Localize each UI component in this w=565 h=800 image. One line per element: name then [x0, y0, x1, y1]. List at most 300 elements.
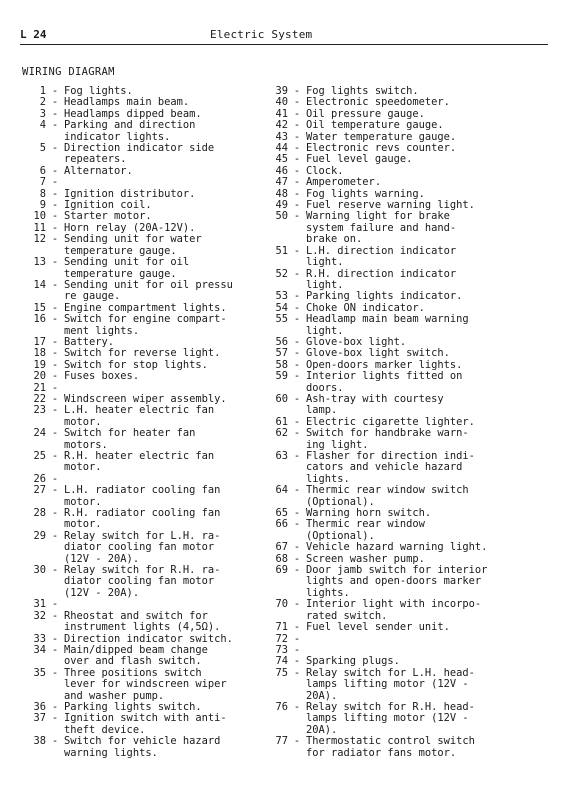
- legend-description-line: warning lights.: [64, 746, 158, 759]
- legend-dash: -: [293, 301, 301, 314]
- legend-entry: [262, 702, 554, 736]
- legend-description-line: Switch for vehicle hazard: [64, 735, 221, 748]
- legend-number: 64: [275, 484, 288, 497]
- legend-description: [64, 405, 260, 428]
- legend-number: 5: [39, 142, 46, 155]
- legend-description-line: Direction indicator side: [64, 142, 215, 155]
- legend-entry: [262, 622, 554, 633]
- legend-number: 66: [275, 518, 288, 531]
- legend-description: [306, 428, 554, 451]
- legend-entry: [262, 656, 554, 667]
- legend-description: [64, 485, 260, 508]
- legend-description-line: Thermic rear window switch: [306, 484, 469, 497]
- legend-description-line: Relay switch for L.H. head-: [306, 666, 475, 679]
- legend-dash: -: [51, 472, 59, 485]
- legend-entry: [20, 611, 260, 634]
- legend-dash: -: [293, 552, 301, 565]
- page-header: [20, 28, 548, 45]
- legend-entry: [262, 485, 554, 508]
- legend-description-line: doors.: [306, 381, 344, 394]
- legend-description-line: motor.: [64, 495, 102, 508]
- legend-number: 9: [39, 199, 46, 212]
- legend-number: 54: [275, 301, 288, 314]
- legend-number: 67: [275, 541, 288, 554]
- legend-description-line: Fuel reserve warning light.: [306, 199, 475, 212]
- legend-number: 68: [275, 552, 288, 565]
- legend-dash: -: [293, 655, 301, 668]
- legend-description-line: Main/dipped beam change: [64, 643, 208, 656]
- legend-description-line: Headlamps main beam.: [64, 96, 190, 109]
- legend-description-line: Screen washer pump.: [306, 552, 425, 565]
- legend-number: 38: [33, 735, 46, 748]
- legend-dash: -: [51, 278, 59, 291]
- legend-description: [64, 508, 260, 531]
- legend-description: [306, 177, 554, 188]
- legend-description-line: lamp.: [306, 404, 338, 417]
- legend-description-line: Electronic speedometer.: [306, 96, 450, 109]
- legend-number: 29: [33, 529, 46, 542]
- legend-number: 63: [275, 450, 288, 462]
- legend-entry: [20, 645, 260, 668]
- legend-dash: -: [51, 370, 59, 383]
- legend-number: 11: [33, 221, 46, 234]
- legend-description-line: Parking and direction: [64, 119, 196, 132]
- legend-number: 30: [33, 564, 46, 577]
- legend-number: 33: [33, 632, 46, 645]
- legend-description-line: motor.: [64, 461, 102, 474]
- legend-entry: [262, 177, 554, 188]
- page-number: L 24: [20, 28, 47, 41]
- legend-description-line: Headlamps dipped beam.: [64, 107, 202, 120]
- legend-description-line: Fog lights switch.: [306, 85, 419, 97]
- legend-number: 47: [275, 176, 288, 189]
- legend-entry: [262, 599, 554, 622]
- legend-entry: [262, 371, 554, 394]
- legend-number: 46: [275, 164, 288, 177]
- legend-dash: -: [293, 130, 301, 143]
- legend-number: 8: [39, 187, 46, 200]
- legend-number: 4: [39, 119, 46, 132]
- legend-description-line: temperature gauge.: [64, 267, 177, 280]
- legend-dash: -: [293, 564, 301, 577]
- legend-entry: [262, 736, 554, 759]
- legend-description-line: lever for windscreen wiper: [64, 678, 227, 691]
- legend-number: 58: [275, 358, 288, 371]
- legend-dash: -: [51, 199, 59, 212]
- legend-description-line: lamps lifting motor (12V -: [306, 678, 469, 691]
- legend-description-line: lamps lifting motor (12V -: [306, 712, 469, 725]
- legend-dash: -: [51, 164, 59, 177]
- legend-dash: -: [51, 735, 59, 748]
- legend-number: 70: [275, 598, 288, 611]
- legend-dash: -: [293, 415, 301, 428]
- legend-dash: -: [293, 518, 301, 531]
- legend-number: 17: [33, 335, 46, 348]
- legend-description-line: lights and open-doors marker: [306, 575, 482, 588]
- legend-entry: [20, 120, 260, 143]
- legend-description-line: re gauge.: [64, 290, 121, 303]
- legend-number: 26: [33, 472, 46, 485]
- legend-number: 27: [33, 484, 46, 497]
- legend-dash: -: [293, 244, 301, 257]
- legend-description-line: Fuses boxes.: [64, 370, 140, 383]
- legend-description: [64, 166, 260, 177]
- legend-description-line: ment lights.: [64, 324, 140, 337]
- legend-description-line: lights.: [306, 586, 350, 599]
- legend-description-line: R.H. direction indicator: [306, 267, 457, 280]
- legend-description: [306, 291, 554, 302]
- legend-number: 3: [39, 107, 46, 120]
- legend-description-line: Oil temperature gauge.: [306, 119, 444, 132]
- legend-description: [64, 645, 260, 668]
- legend-number: 16: [33, 313, 46, 326]
- legend-dash: -: [51, 107, 59, 120]
- legend-dash: -: [51, 142, 59, 155]
- legend-dash: -: [51, 598, 59, 611]
- legend-number: 65: [275, 507, 288, 520]
- legend-number: 56: [275, 335, 288, 348]
- legend-description-line: Windscreen wiper assembly.: [64, 392, 227, 405]
- legend-description-line: Switch for heater fan: [64, 427, 196, 440]
- legend-entry: [262, 314, 554, 337]
- legend-number: 12: [33, 233, 46, 246]
- legend-dash: -: [293, 176, 301, 189]
- legend-dash: -: [293, 484, 301, 497]
- legend-entry: [20, 257, 260, 280]
- legend-number: 61: [275, 415, 288, 428]
- legend-description-line: Three positions switch: [64, 666, 202, 679]
- legend-number: 20: [33, 370, 46, 383]
- legend-entry: [262, 211, 554, 245]
- legend-entry: [20, 234, 260, 257]
- legend-description-line: Clock.: [306, 164, 344, 177]
- legend-number: 49: [275, 199, 288, 212]
- legend-description-line: light.: [306, 324, 344, 337]
- legend-number: 32: [33, 609, 46, 622]
- legend-description-line: motors.: [64, 438, 108, 451]
- legend-description-line: motor.: [64, 415, 102, 428]
- legend-description-line: Headlamp main beam warning: [306, 313, 469, 326]
- legend-dash: -: [51, 119, 59, 132]
- legend-dash: -: [51, 564, 59, 577]
- legend-dash: -: [293, 427, 301, 440]
- legend-dash: -: [51, 529, 59, 542]
- legend-description-line: brake on.: [306, 233, 363, 246]
- legend-dash: -: [293, 153, 301, 166]
- legend-description: [306, 394, 554, 417]
- legend-dash: -: [293, 507, 301, 520]
- legend-description-line: Battery.: [64, 335, 115, 348]
- legend-description: [64, 531, 260, 565]
- legend-number: 42: [275, 119, 288, 132]
- legend-description: [64, 713, 260, 736]
- legend-description-line: Engine compartment lights.: [64, 301, 227, 314]
- legend-dash: -: [293, 107, 301, 120]
- legend-dash: -: [51, 392, 59, 405]
- legend-entry: [20, 280, 260, 303]
- legend-number: 76: [275, 700, 288, 713]
- legend-description-line: rated switch.: [306, 609, 388, 622]
- legend-dash: -: [293, 450, 301, 462]
- legend-dash: -: [51, 256, 59, 269]
- legend-description: [64, 257, 260, 280]
- legend-description: [306, 736, 554, 759]
- legend-dash: -: [293, 164, 301, 177]
- legend-number: 45: [275, 153, 288, 166]
- legend-description-line: Relay switch for L.H. ra-: [64, 529, 221, 542]
- legend-number: 37: [33, 712, 46, 725]
- legend-number: 57: [275, 347, 288, 360]
- legend-dash: -: [51, 187, 59, 200]
- legend-number: 1: [39, 85, 46, 97]
- legend-description-line: Sparking plugs.: [306, 655, 400, 668]
- legend-description: [64, 371, 260, 382]
- legend-number: 43: [275, 130, 288, 143]
- legend-dash: -: [51, 313, 59, 326]
- legend-entry: [20, 668, 260, 702]
- legend-entry: [20, 451, 260, 474]
- legend-number: 24: [33, 427, 46, 440]
- legend-dash: -: [51, 221, 59, 234]
- legend-dash: -: [293, 199, 301, 212]
- legend-entry: [262, 565, 554, 599]
- legend-description: [306, 542, 554, 553]
- legend-entry: [20, 371, 260, 382]
- legend-dash: -: [51, 712, 59, 725]
- legend-description-line: cators and vehicle hazard: [306, 461, 463, 474]
- legend-number: 31: [33, 598, 46, 611]
- legend-description-line: ing light.: [306, 438, 369, 451]
- legend-description: [306, 485, 554, 508]
- legend-dash: -: [51, 233, 59, 246]
- legend-number: 60: [275, 392, 288, 405]
- legend-dash: -: [51, 210, 59, 223]
- legend-dash: -: [51, 358, 59, 371]
- legend-description-line: Direction indicator switch.: [64, 632, 233, 645]
- legend-description-line: repeaters.: [64, 153, 127, 166]
- legend-description-line: instrument lights (4,5Ω).: [64, 621, 221, 634]
- legend-entry: [262, 428, 554, 451]
- legend-number: 35: [33, 666, 46, 679]
- legend-description-line: 20A).: [306, 723, 338, 736]
- legend-dash: -: [293, 290, 301, 303]
- legend-description-line: (Optional).: [306, 529, 375, 542]
- legend-dash: -: [293, 735, 301, 748]
- legend-dash: -: [51, 176, 59, 189]
- legend-entry: [20, 314, 260, 337]
- legend-number: 34: [33, 643, 46, 656]
- legend-entry: [20, 143, 260, 166]
- legend-description-line: Fuel level sender unit.: [306, 621, 450, 634]
- legend-description: [64, 120, 260, 143]
- legend-entry: [20, 405, 260, 428]
- legend-description-line: Sending unit for water: [64, 233, 202, 246]
- legend-entry: [262, 269, 554, 292]
- legend-dash: -: [51, 632, 59, 645]
- legend-description-line: Fog lights warning.: [306, 187, 425, 200]
- legend-description-line: Fuel level gauge.: [306, 153, 413, 166]
- legend-number: 18: [33, 347, 46, 360]
- legend-description-line: over and flash switch.: [64, 655, 202, 668]
- legend-description: [64, 280, 260, 303]
- legend-description-line: Oil pressure gauge.: [306, 107, 425, 120]
- legend-description-line: and washer pump.: [64, 689, 165, 702]
- legend-description: [64, 451, 260, 474]
- legend-description-line: diator cooling fan motor: [64, 541, 215, 554]
- legend-number: 55: [275, 313, 288, 326]
- legend-dash: -: [293, 347, 301, 360]
- legend-description: [306, 371, 554, 394]
- legend-dash: -: [51, 301, 59, 314]
- legend-dash: -: [293, 187, 301, 200]
- legend-description: [64, 143, 260, 166]
- legend-number: 77: [275, 735, 288, 748]
- legend-description: [306, 622, 554, 633]
- legend-dash: -: [293, 392, 301, 405]
- legend-entry: [262, 394, 554, 417]
- legend-description-line: for radiator fans motor.: [306, 746, 457, 759]
- legend-number: 6: [39, 164, 46, 177]
- legend-description-line: 20A).: [306, 689, 338, 702]
- legend-description-line: Fog lights.: [64, 85, 133, 97]
- legend-description-line: (12V - 20A).: [64, 552, 140, 565]
- legend-description-line: L.H. radiator cooling fan: [64, 484, 221, 497]
- legend-number: 28: [33, 507, 46, 520]
- legend-description-line: Alternator.: [64, 164, 133, 177]
- legend-description: [306, 211, 554, 245]
- legend-description: [306, 519, 554, 542]
- legend-description: [64, 234, 260, 257]
- legend-number: 48: [275, 187, 288, 200]
- legend-description-line: motor.: [64, 518, 102, 531]
- legend-description-line: Sending unit for oil: [64, 256, 190, 269]
- legend-description-line: Ignition distributor.: [64, 187, 196, 200]
- legend-description-line: R.H. heater electric fan: [64, 450, 215, 462]
- legend-number: 71: [275, 621, 288, 634]
- legend-dash: -: [51, 507, 59, 520]
- legend-entry: [20, 508, 260, 531]
- legend-number: 15: [33, 301, 46, 314]
- legend-number: 73: [275, 643, 288, 656]
- legend-description: [306, 668, 554, 702]
- legend-dash: -: [51, 700, 59, 713]
- legend-description-line: Choke ON indicator.: [306, 301, 425, 314]
- legend-description-line: Relay switch for R.H. head-: [306, 700, 475, 713]
- legend-dash: -: [51, 85, 59, 97]
- legend-description-line: Parking lights indicator.: [306, 290, 463, 303]
- legend-number: 10: [33, 210, 46, 223]
- legend-description-line: Interior lights fitted on: [306, 370, 463, 383]
- legend-entry: [20, 599, 260, 610]
- legend-description-line: Switch for reverse light.: [64, 347, 221, 360]
- legend-description-line: Door jamb switch for interior: [306, 564, 488, 577]
- legend-entry: [20, 736, 260, 759]
- legend-number: 62: [275, 427, 288, 440]
- legend-entry: [20, 485, 260, 508]
- legend-description: [64, 611, 260, 634]
- legend-entry: [20, 428, 260, 451]
- legend-number: 50: [275, 210, 288, 223]
- legend-dash: -: [293, 96, 301, 109]
- legend-description-line: (Optional).: [306, 495, 375, 508]
- section-title: WIRING DIAGRAM: [22, 66, 115, 78]
- legend-description-line: R.H. radiator cooling fan: [64, 507, 221, 520]
- legend-description-line: Vehicle hazard warning light.: [306, 541, 488, 554]
- legend-dash: -: [293, 358, 301, 371]
- legend-description-line: Relay switch for R.H. ra-: [64, 564, 221, 577]
- legend-dash: -: [293, 267, 301, 280]
- legend-entry: [262, 246, 554, 269]
- legend-description-line: L.H. heater electric fan: [64, 404, 215, 417]
- legend-number: 7: [39, 176, 46, 189]
- legend-description: [306, 120, 554, 131]
- legend-entry: [262, 542, 554, 553]
- legend-entry: [262, 668, 554, 702]
- legend-number: 19: [33, 358, 46, 371]
- legend-number: 75: [275, 666, 288, 679]
- legend-number: 22: [33, 392, 46, 405]
- legend-description-line: Thermic rear window: [306, 518, 425, 531]
- legend-description: [64, 428, 260, 451]
- legend-description-line: L.H. direction indicator: [306, 244, 457, 257]
- legend-description-line: indicator lights.: [64, 130, 171, 143]
- legend-number: 59: [275, 370, 288, 383]
- legend-number: 41: [275, 107, 288, 120]
- legend-dash: -: [293, 370, 301, 383]
- legend-dash: -: [293, 85, 301, 97]
- legend-number: 25: [33, 450, 46, 462]
- legend-dash: -: [51, 427, 59, 440]
- legend-description-line: Flasher for direction indi-: [306, 450, 475, 462]
- legend-number: 36: [33, 700, 46, 713]
- legend-description: [306, 269, 554, 292]
- legend-dash: -: [293, 313, 301, 326]
- legend-dash: -: [51, 666, 59, 679]
- legend-number: 72: [275, 632, 288, 645]
- legend-description: [306, 314, 554, 337]
- legend-number: 14: [33, 278, 46, 291]
- legend-description-line: lights.: [306, 472, 350, 485]
- legend-description-line: Switch for engine compart-: [64, 313, 227, 326]
- legend-description-line: theft device.: [64, 723, 146, 736]
- legend-description: [306, 656, 554, 667]
- legend-entry: [20, 565, 260, 599]
- legend-dash: -: [293, 666, 301, 679]
- legend-entry: [262, 519, 554, 542]
- legend-description-line: Starter motor.: [64, 210, 152, 223]
- legend-description-line: Ignition switch with anti-: [64, 712, 227, 725]
- legend-dash: -: [51, 609, 59, 622]
- legend-description: [306, 565, 554, 599]
- legend-dash: -: [51, 335, 59, 348]
- legend-description-line: Sending unit for oil pressu: [64, 278, 233, 291]
- legend-description: [306, 702, 554, 736]
- legend-entry: [262, 634, 554, 645]
- legend-number: 53: [275, 290, 288, 303]
- legend-number: 40: [275, 96, 288, 109]
- legend-number: 51: [275, 244, 288, 257]
- legend-number: 21: [33, 381, 46, 394]
- legend-description-line: temperature gauge.: [64, 244, 177, 257]
- legend-description: [64, 668, 260, 702]
- legend-number: 13: [33, 256, 46, 269]
- legend-description-line: (12V - 20A).: [64, 586, 140, 599]
- legend-dash: -: [293, 119, 301, 132]
- legend-dash: -: [293, 700, 301, 713]
- legend-description-line: Electric cigarette lighter.: [306, 415, 475, 428]
- legend-description: [306, 451, 554, 485]
- legend-entry: [20, 531, 260, 565]
